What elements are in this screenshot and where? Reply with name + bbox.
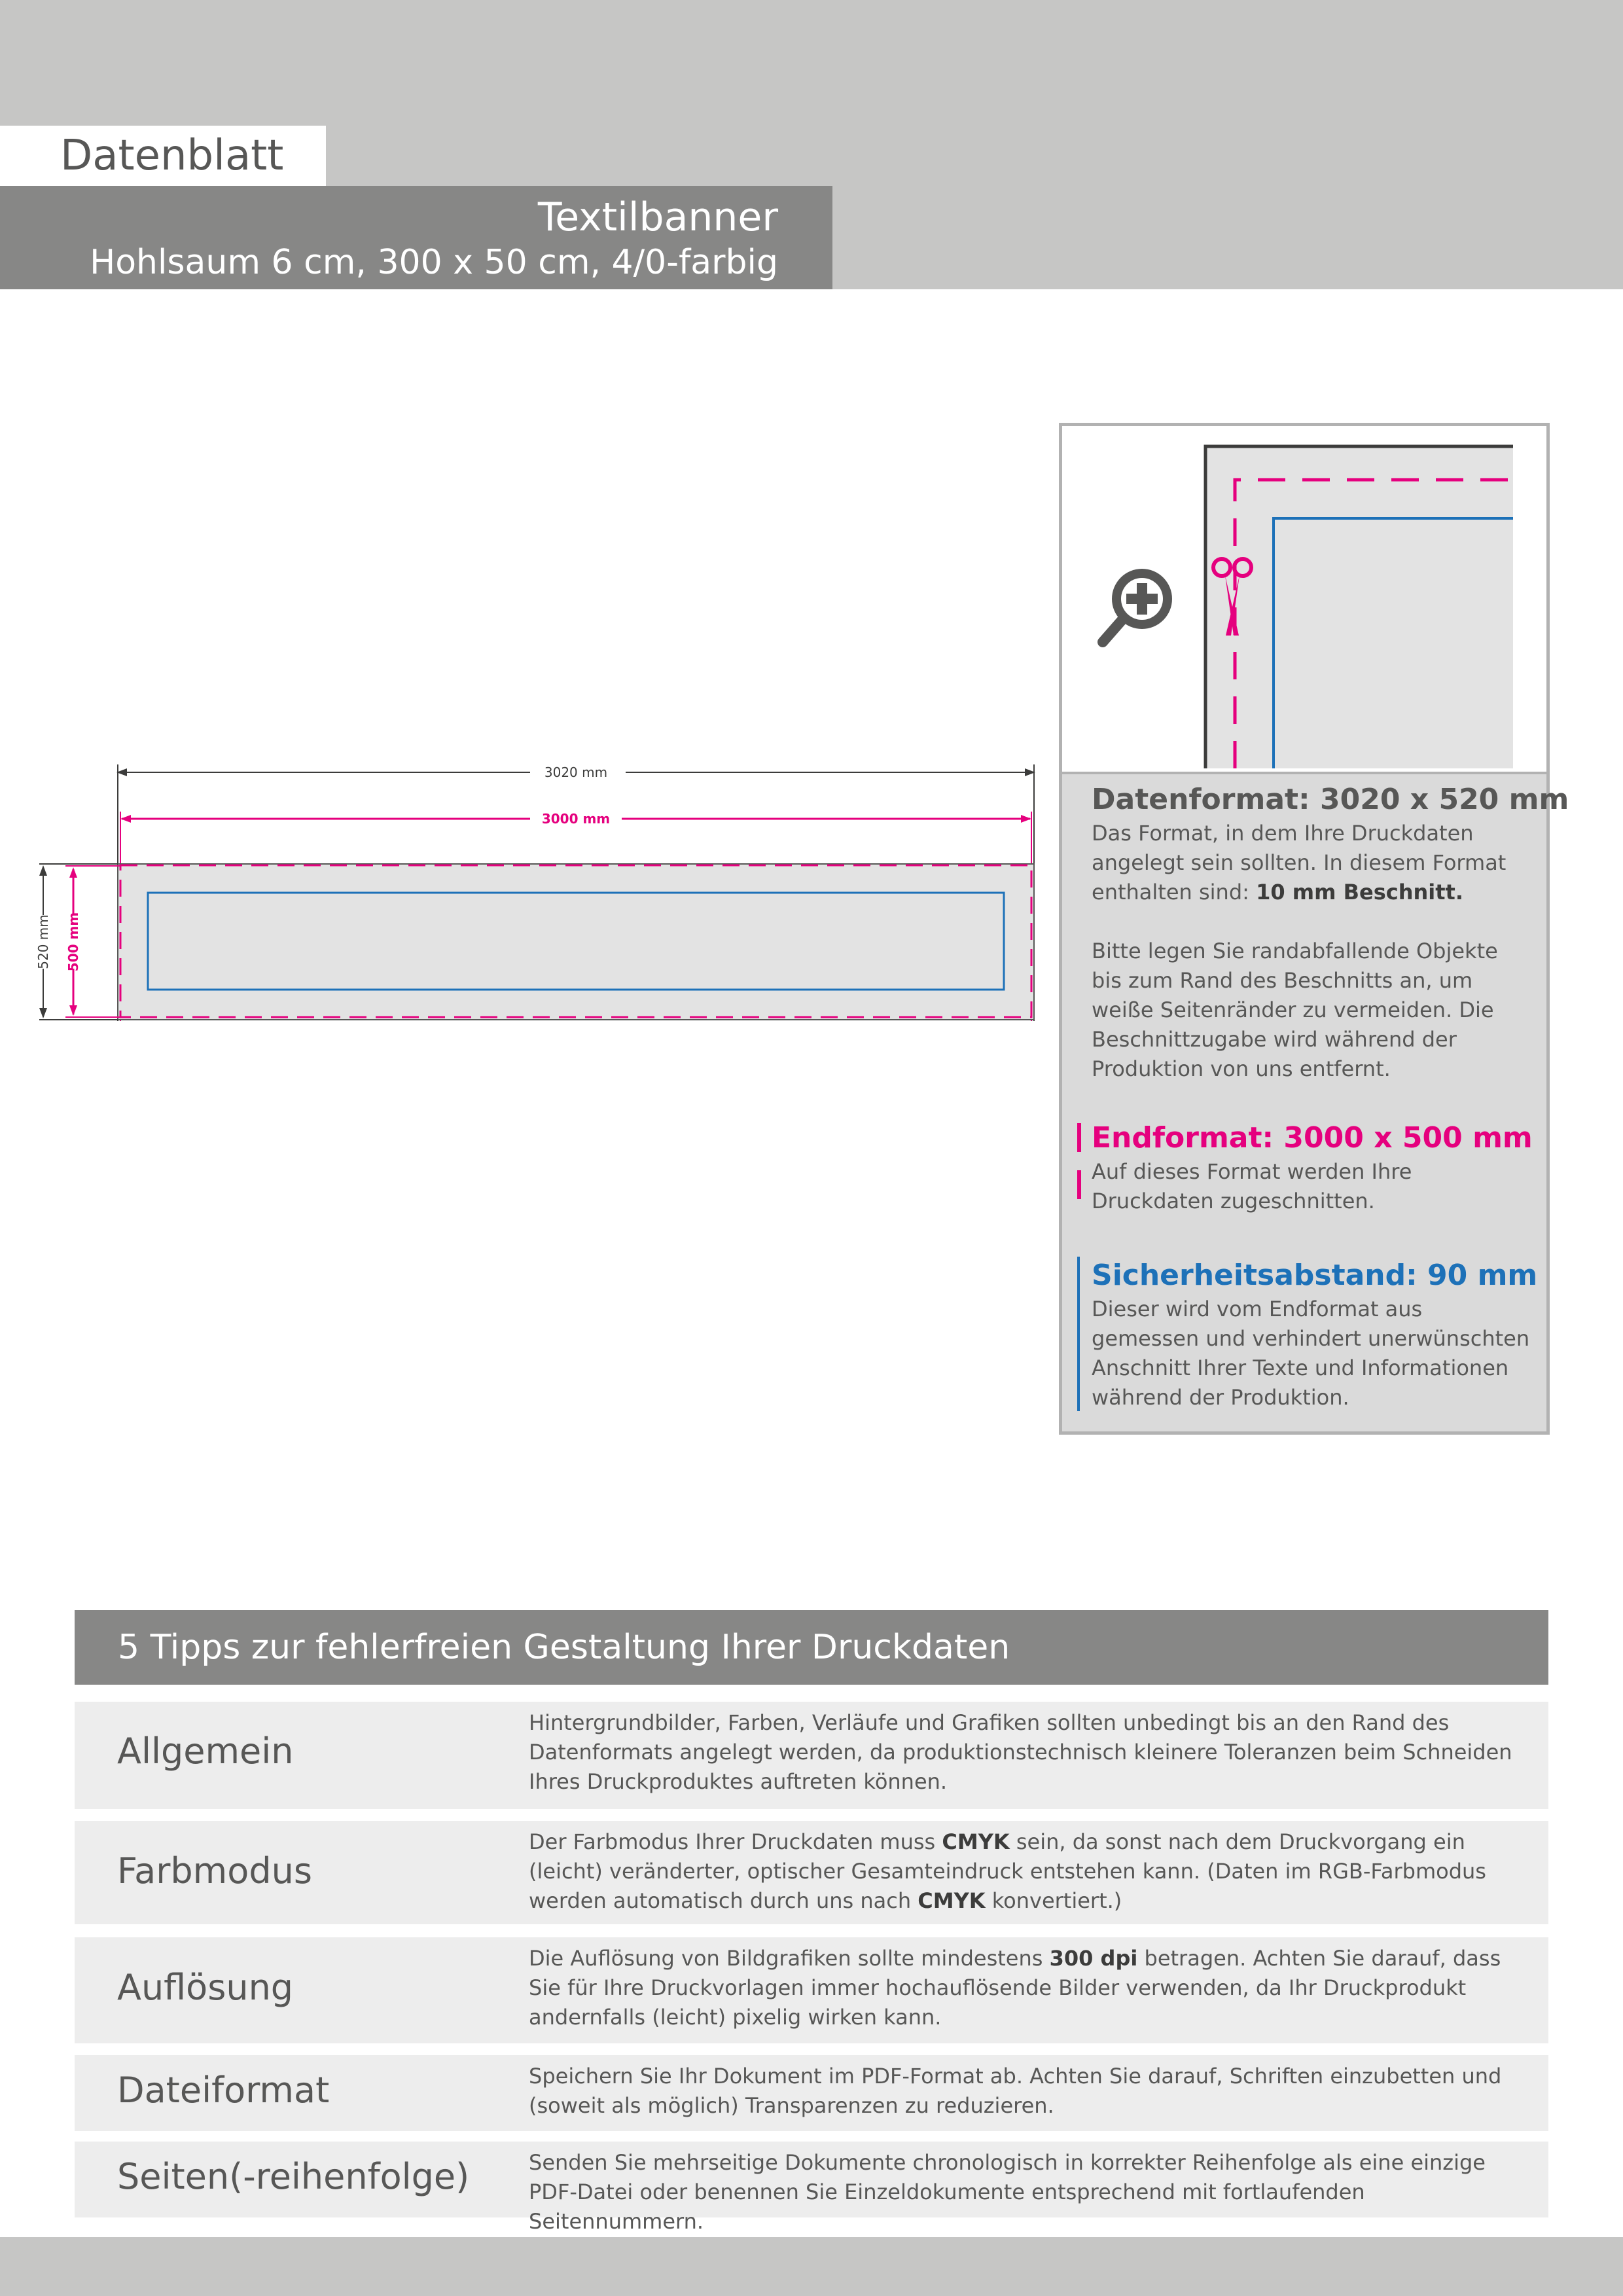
height-final-label: 500 mm — [65, 912, 81, 972]
corner-zoom-detail — [1062, 426, 1546, 774]
tip-aufloesung — [75, 1937, 1548, 2043]
tips-header: 5 Tipps zur fehlerfreien Gestaltung Ihrer Druckdaten — [75, 1610, 1548, 1685]
aufloesung-part-2: betragen. Achten Sie darauf, dass Sie für Ihre Druckvorlagen immer hochauflösende Bilder verwenden, da Ihr Druckprodukt andernfalls (leicht) pixelig wirken kann. — [529, 1946, 1501, 2030]
farbmodus-cmyk-1: CMYK — [942, 1829, 1010, 1854]
tip-text-aufloesung — [529, 1944, 1537, 2032]
tip-text-allgemein: Hintergrundbilder, Farben, Verläufe und Grafiken sollten unbedingt bis an den Rand des Datenformats angelegt werden, da produktionstechnisch kleinere Toleranzen beim Schneiden Ihres Druckproduktes auftreten können. — [529, 1710, 1512, 1794]
endformat-section — [1092, 1119, 1533, 1216]
width-data-label: 3020 mm — [544, 764, 608, 780]
aufloesung-dpi: 300 dpi — [1049, 1946, 1138, 1971]
datenformat-bleed: 10 mm Beschnitt. — [1256, 880, 1463, 905]
tip-label-allgemein: Allgemein — [117, 1731, 294, 1772]
farbmodus-part-3: konvertiert.) — [985, 1888, 1122, 1913]
endformat-text: Auf dieses Format werden Ihre Druckdaten zugeschnitten. — [1092, 1159, 1412, 1213]
sicherheit-section — [1092, 1257, 1538, 1412]
product-subtitle: Hohlsaum 6 cm, 300 x 50 cm, 4/0-farbig — [90, 243, 778, 282]
tip-label-aufloesung: Auflösung — [117, 1967, 294, 2008]
title-bar — [0, 186, 832, 289]
datenformat-text — [1092, 819, 1530, 907]
sicherheit-title: Sicherheitsabstand: 90 mm — [1092, 1259, 1538, 1292]
farbmodus-part-2: sein, da sonst nach dem Druckvorgang ein (leicht) veränderter, optischer Gesamteindruck entstehen kann. (Daten im RGB-Farbmodus werden automatisch durch uns nach — [529, 1829, 1486, 1913]
product-title: Textilbanner — [537, 194, 778, 240]
endformat-marker — [1077, 1123, 1081, 1152]
farbmodus-cmyk-2: CMYK — [918, 1888, 986, 1913]
sicherheit-marker — [1077, 1257, 1080, 1411]
magnifier-plus-icon[interactable] — [1103, 569, 1172, 642]
tip-label-dateiformat: Dateiformat — [117, 2070, 330, 2111]
info-panel — [1059, 423, 1569, 1435]
height-final-dimension — [65, 866, 120, 1017]
width-final-label: 3000 mm — [541, 811, 611, 827]
info-text — [1092, 781, 1569, 1412]
datenformat-title: Datenformat: 3020 x 520 mm — [1092, 783, 1569, 816]
height-data-label: 520 mm — [35, 914, 51, 969]
farbmodus-part-1: Der Farbmodus Ihrer Druckdaten muss — [529, 1829, 942, 1854]
endformat-title: Endformat: 3000 x 500 mm — [1092, 1121, 1533, 1155]
footer-band — [0, 2237, 1623, 2296]
sicherheit-text: Dieser wird vom Endformat aus gemessen und verhindert unerwünschten Anschnitt Ihrer Texte und Informationen während der Produktion. — [1092, 1297, 1530, 1410]
tip-label-farbmodus: Farbmodus — [117, 1850, 312, 1892]
endformat-marker-2 — [1077, 1170, 1081, 1199]
tip-dateiformat — [75, 2055, 1548, 2131]
aufloesung-part-1: Die Auflösung von Bildgrafiken sollte mindestens — [529, 1946, 1050, 1971]
doc-label: Datenblatt — [0, 126, 326, 186]
corner-detail-drawing — [1062, 426, 1546, 772]
tip-seiten — [75, 2142, 1548, 2234]
tip-text-dateiformat: Speichern Sie Ihr Dokument im PDF-Format ab. Achten Sie darauf, Schriften einzubetten und (soweit als möglich) Transparenzen zu reduzieren. — [529, 2064, 1502, 2118]
tip-text-farbmodus — [529, 1827, 1537, 1916]
tip-allgemein — [75, 1702, 1548, 1809]
tip-text-seiten: Senden Sie mehrseitige Dokumente chronologisch in korrekter Reihenfolge als eine einzige PDF-Datei oder benennen Sie Einzeldokumente entsprechend mit fortlaufenden Seitennummern. — [529, 2150, 1486, 2234]
data-format-area — [118, 864, 1034, 1020]
datenformat-section — [1092, 781, 1569, 1084]
datenformat-text-1: Das Format, in dem Ihre Druckdaten angelegt sein sollten. In diesem Format enthalten sind: — [1092, 821, 1507, 905]
tip-label-seiten: Seiten(-reihenfolge) — [117, 2156, 470, 2197]
banner-drawing — [0, 720, 1073, 1086]
datenformat-text-2: Bitte legen Sie randabfallende Objekte bis zum Rand des Beschnitts an, um weiße Seitenränder zu vermeiden. Die Beschnittzugabe wird während der Produktion von uns entfernt. — [1092, 939, 1498, 1081]
tip-farbmodus — [75, 1821, 1548, 1924]
